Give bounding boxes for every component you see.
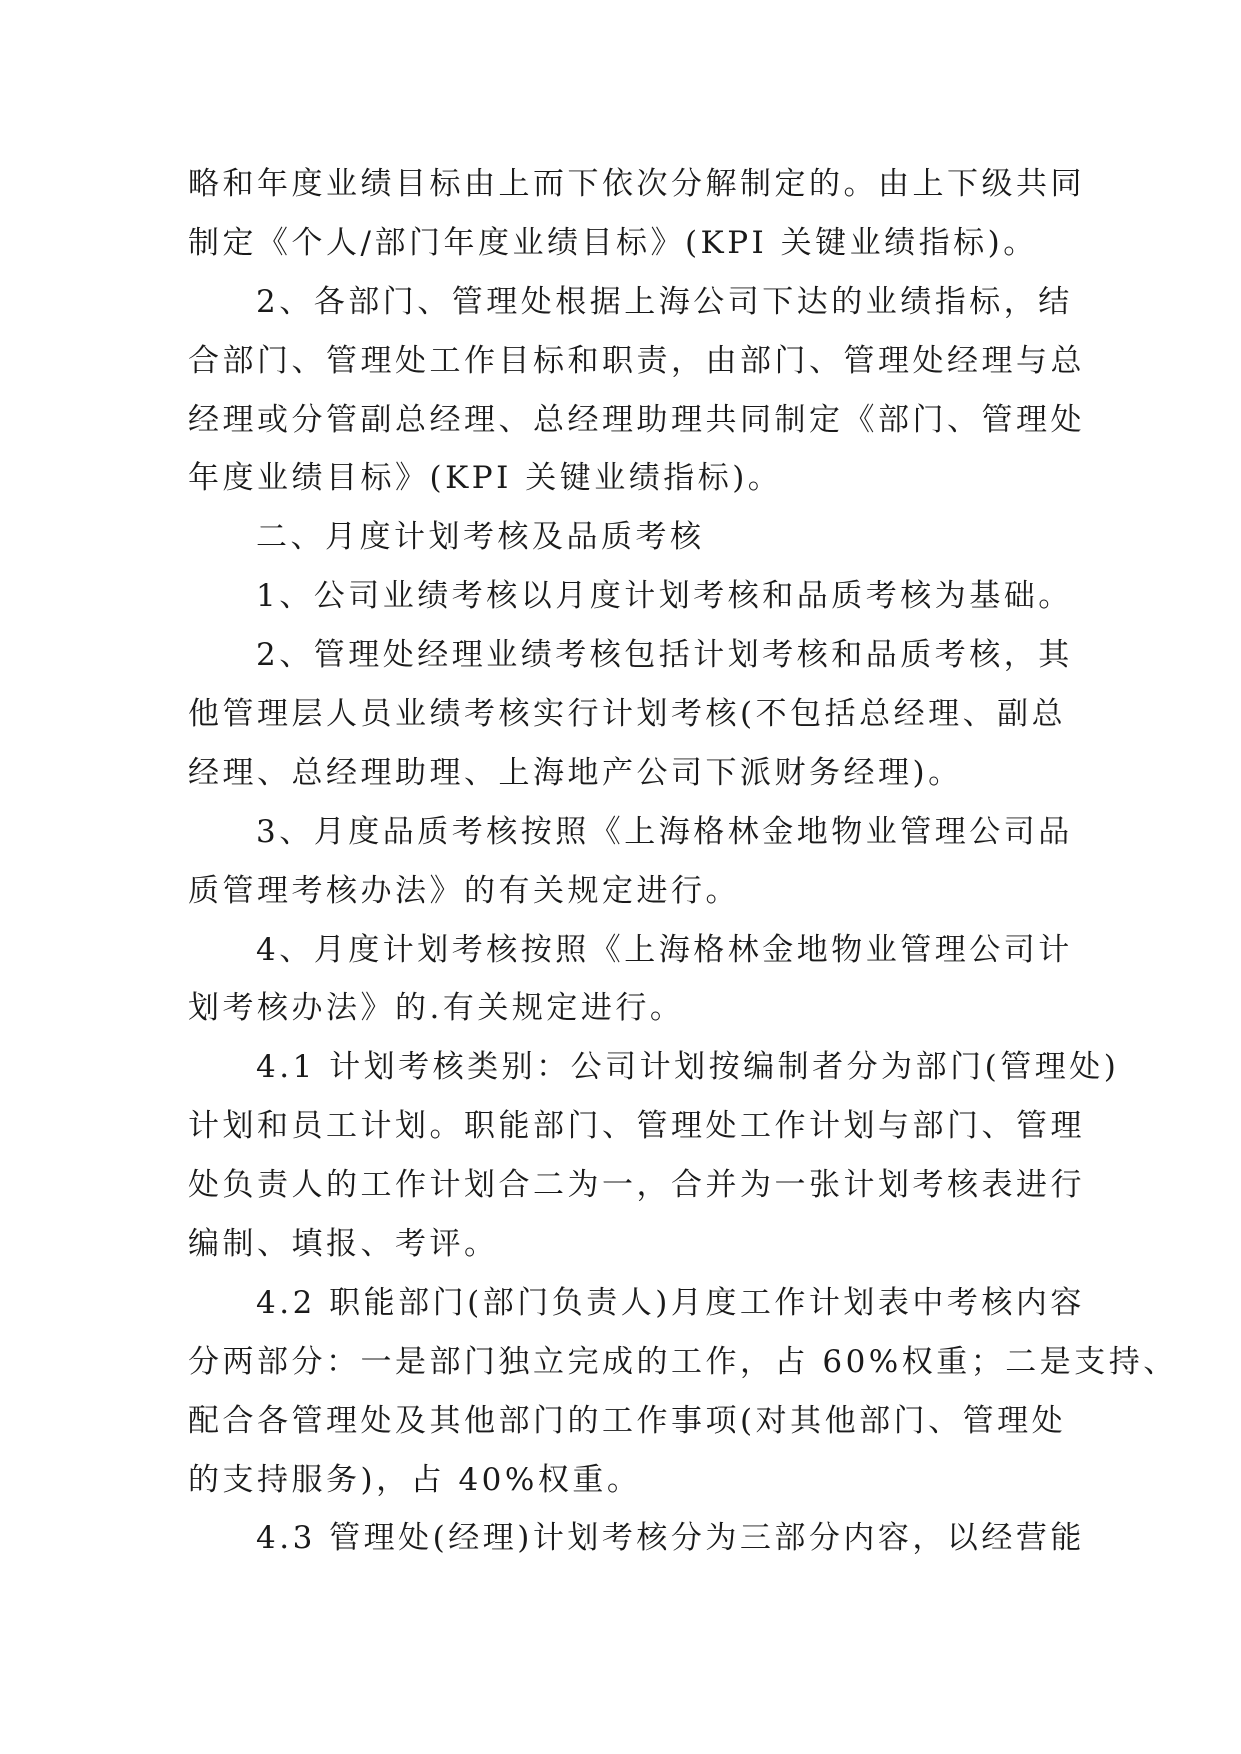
text-line: 合部门、管理处工作目标和职责，由部门、管理处经理与总 (188, 342, 1085, 379)
text-line: 4.1 计划考核类别：公司计划按编制者分为部门(管理处) (256, 1049, 1120, 1086)
text-line: 制定《个人/部门年度业绩目标》(KPI 关键业绩指标)。 (188, 224, 1038, 261)
text-line: 略和年度业绩目标由上而下依次分解制定的。由上下级共同 (188, 166, 1085, 202)
text-line: 处负责人的工作计划合二为一，合并为一张计划考核表进行 (188, 1167, 1085, 1204)
section-heading: 二、月度计划考核及品质考核 (256, 519, 705, 556)
text-line: 经理、总经理助理、上海地产公司下派财务经理)。 (188, 754, 963, 791)
text-line: 他管理层人员业绩考核实行计划考核(不包括总经理、副总 (188, 696, 1067, 733)
text-line: 4、月度计划考核按照《上海格林金地物业管理公司计 (256, 931, 1073, 968)
text-line: 4.3 管理处(经理)计划考核分为三部分内容，以经营能 (256, 1520, 1085, 1557)
text-line: 分两部分：一是部门独立完成的工作，占 60%权重；二是支持、 (188, 1343, 1178, 1380)
text-line: 2、管理处经理业绩考核包括计划考核和品质考核，其 (256, 637, 1073, 674)
text-line: 经理或分管副总经理、总经理助理共同制定《部门、管理处 (188, 401, 1085, 438)
document-body (188, 155, 1178, 1568)
text-line: 1、公司业绩考核以月度计划考核和品质考核为基础。 (256, 578, 1073, 615)
text-line: 3、月度品质考核按照《上海格林金地物业管理公司品 (256, 813, 1073, 850)
text-line: 编制、填报、考评。 (188, 1226, 499, 1263)
text-line: 年度业绩目标》(KPI 关键业绩指标)。 (188, 460, 783, 497)
text-line: 划考核办法》的.有关规定进行。 (188, 990, 685, 1027)
text-line: 的支持服务)，占 40%权重。 (188, 1461, 642, 1498)
text-line: 2、各部门、管理处根据上海公司下达的业绩指标，结 (256, 283, 1073, 320)
text-line: 计划和员工计划。职能部门、管理处工作计划与部门、管理 (188, 1108, 1085, 1145)
text-line: 质管理考核办法》的有关规定进行。 (188, 872, 740, 909)
text-line: 4.2 职能部门(部门负责人)月度工作计划表中考核内容 (256, 1284, 1085, 1321)
text-line: 配合各管理处及其他部门的工作事项(对其他部门、管理处 (188, 1402, 1067, 1439)
